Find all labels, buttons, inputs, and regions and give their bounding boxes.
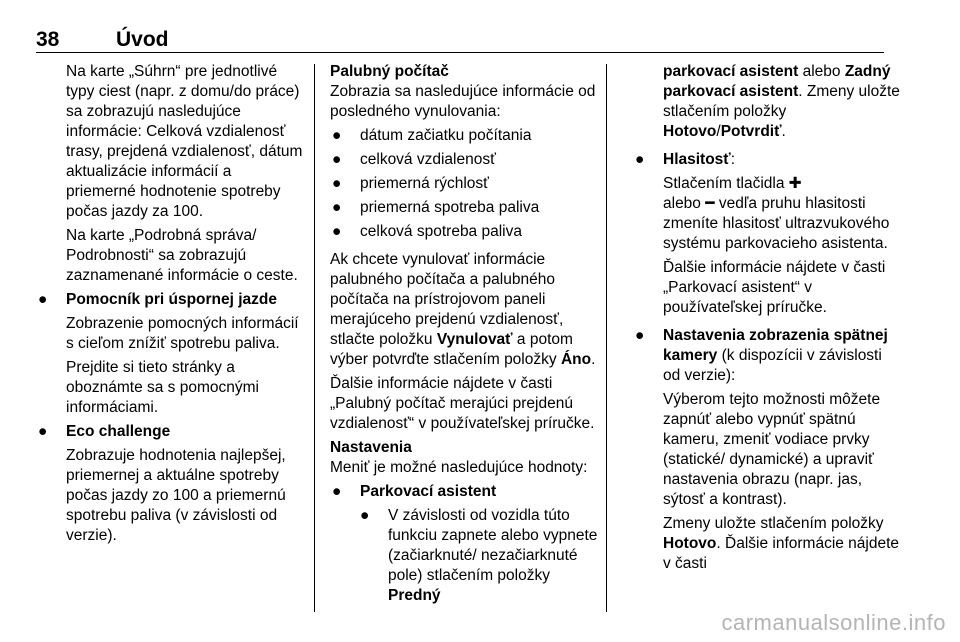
page-number: 38 bbox=[36, 28, 60, 51]
section-heading: Palubný počítač bbox=[330, 63, 449, 80]
list-item bbox=[330, 222, 598, 242]
text: a potom výber potvrďte stlačením položky bbox=[330, 331, 573, 368]
paragraph-more: Ďalšie informácie nájdete v časti „Palubný počítač merajúci prejdenú vzdialenosť“ v používateľskej príručke. bbox=[330, 375, 595, 432]
bold-term: parkovací asistent bbox=[663, 63, 799, 80]
item-title: Parkovací asistent bbox=[360, 483, 497, 500]
column-right bbox=[633, 62, 901, 578]
page-title: Úvod bbox=[116, 28, 169, 51]
paragraph: Zobrazia sa nasledujúce informácie od posledného vynulovania: bbox=[330, 83, 596, 120]
bullet: ● bbox=[635, 151, 645, 168]
paragraph: Zobrazuje hodnotenia najlepšej, priemernej a aktuálne spotreby počas jazdy zo 100 a priemernú spotrebu paliva (v závislosti od verzie). bbox=[66, 447, 286, 544]
text: . bbox=[781, 123, 786, 140]
paragraph-summary: Na karte „Súhrn“ pre jednotlivé typy ciest (napr. z domu/do práce) sa zobrazujú nasledujúce informácie: Celková vzdialenosť trasy, prejdená vzdialenosť, dátum aktualizácie informácií a priemerné hodnotenie spotreby počas jazdy za 100. bbox=[66, 63, 303, 220]
paragraph: Prejdite si tieto stránky a oboznámte sa s pomocnými informáciami. bbox=[66, 359, 259, 416]
bold-term: Vynulovať bbox=[436, 331, 513, 348]
paragraph: Meniť je možné nasledujúce hodnoty: bbox=[330, 459, 588, 476]
paragraph: Zobrazenie pomocných informácií s cieľom znížiť spotrebu paliva. bbox=[66, 315, 299, 352]
column-divider bbox=[606, 64, 607, 612]
column-left bbox=[36, 62, 304, 550]
paragraph-reset bbox=[330, 250, 598, 370]
header-rule bbox=[36, 52, 884, 53]
item-title: Nastavenia zobrazenia spätnej kamery bbox=[663, 327, 888, 364]
watermark: carmanualsonline.info bbox=[721, 610, 946, 635]
plus-icon: ✚ bbox=[788, 175, 802, 192]
bullet: ● bbox=[635, 327, 645, 344]
list-item bbox=[330, 482, 598, 502]
list-item-text: celková spotreba paliva bbox=[360, 223, 522, 240]
bold-term: Áno bbox=[560, 351, 592, 368]
info-list bbox=[330, 126, 598, 242]
list-item-text: priemerná rýchlosť bbox=[360, 175, 489, 192]
list-item bbox=[633, 326, 901, 386]
bold-term: Hotovo bbox=[663, 535, 717, 552]
bullet: ● bbox=[332, 151, 342, 168]
text: V závislosti od vozidla túto funkciu zapnete alebo vypnete (začiarknuté/ nezačiarknuté pole) stlačením položky bbox=[388, 507, 598, 584]
item-title: Hlasitosť bbox=[663, 151, 731, 168]
text: vedľa pruhu hlasitosti zmeníte hlasitosť ultrazvukového systému parkovacieho asistenta. bbox=[663, 195, 890, 252]
bullet: ● bbox=[38, 423, 48, 440]
bullet: ● bbox=[332, 199, 342, 216]
bullet: ● bbox=[38, 291, 48, 308]
column-divider bbox=[314, 64, 315, 612]
text: . Zmeny uložte stlačením položky bbox=[663, 83, 900, 120]
list-item bbox=[36, 422, 304, 442]
bullet: ● bbox=[332, 223, 342, 240]
paragraph-more: Ďalšie informácie nájdete v časti „Parkovací asistent“ v používateľskej príručke. bbox=[663, 259, 886, 316]
bullet: ● bbox=[332, 127, 342, 144]
list-item bbox=[633, 150, 901, 170]
list-item bbox=[330, 198, 598, 218]
minus-icon: ━ bbox=[705, 195, 715, 212]
list-item-text: dátum začiatku počítania bbox=[360, 127, 532, 144]
paragraph-save bbox=[633, 514, 901, 574]
text: Zmeny uložte stlačením položky bbox=[663, 515, 884, 532]
bold-term: Zadný parkovací asistent bbox=[663, 63, 891, 100]
bold-term: Potvrdiť bbox=[720, 123, 782, 140]
bullet: ● bbox=[360, 507, 370, 524]
bold-term: Predný bbox=[388, 587, 441, 604]
column-middle bbox=[330, 62, 598, 610]
text: alebo bbox=[798, 63, 845, 80]
list-item bbox=[330, 150, 598, 170]
list-item bbox=[330, 126, 598, 146]
paragraph-detail: Na karte „Podrobná správa/ Podrobnosti“ sa zobrazujú zaznamenané informácie o ceste. bbox=[66, 227, 298, 284]
list-item bbox=[330, 174, 598, 194]
list-item bbox=[36, 290, 304, 310]
text: alebo bbox=[663, 195, 706, 212]
text: Stlačením tlačidla bbox=[663, 175, 789, 192]
page-header bbox=[0, 0, 960, 52]
list-item-text: priemerná spotreba paliva bbox=[360, 199, 540, 216]
text: Ak chcete vynulovať informácie palubného počítača a palubného počítača na prístrojovom paneli merajúceho prejdenú vzdialenosť, stlačte položku bbox=[330, 251, 564, 348]
sub-list-item bbox=[330, 506, 598, 606]
section-heading: Nastavenia bbox=[330, 439, 412, 456]
list-item-text: celková vzdialenosť bbox=[360, 151, 496, 168]
bullet: ● bbox=[332, 483, 342, 500]
paragraph-continued bbox=[633, 62, 901, 142]
text: . bbox=[591, 351, 596, 368]
item-title: Pomocník pri úspornej jazde bbox=[66, 291, 278, 308]
paragraph-camera: Výberom tejto možnosti môžete zapnúť alebo vypnúť spätnú kameru, zmeniť vodiace prvky (statické/ dynamické) a upraviť nastavenia obrazu (napr. jas, sýtosť a kontrast). bbox=[663, 391, 881, 508]
paragraph-volume bbox=[633, 174, 901, 254]
text: : bbox=[730, 151, 736, 168]
bullet: ● bbox=[332, 175, 342, 192]
text: / bbox=[716, 123, 721, 140]
bold-term: Hotovo bbox=[663, 123, 717, 140]
text: . Ďalšie informácie nájdete v časti bbox=[663, 535, 900, 572]
item-title: Eco challenge bbox=[66, 423, 171, 440]
text: (k dispozícii v závislosti od verzie): bbox=[663, 347, 882, 384]
